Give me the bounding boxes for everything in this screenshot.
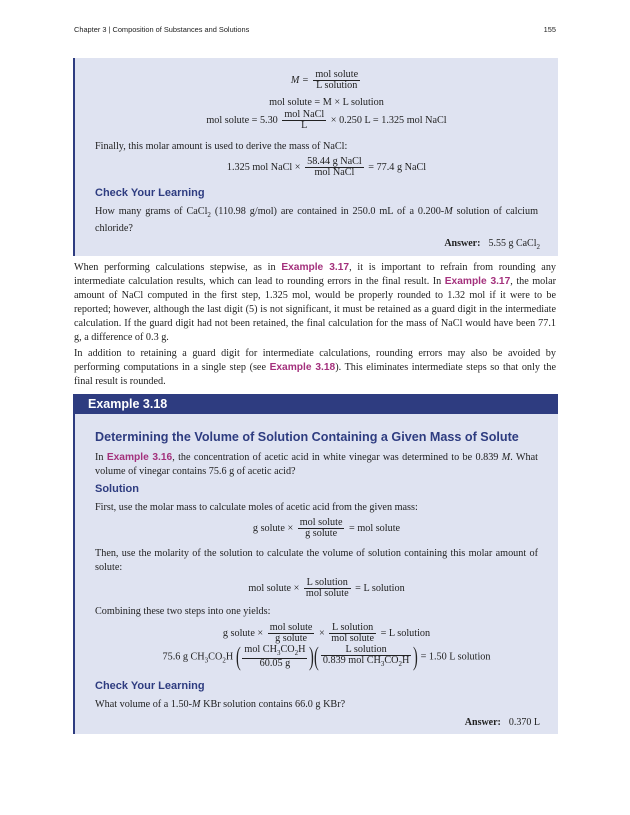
mol-nacl-equation: mol solute = 5.30 $\frac{\text{mol NaCl}}{L}$ × 0.250 L = 1.325 mol NaCl	[206, 109, 447, 131]
check-your-learning-heading-2: Check Your Learning	[95, 680, 205, 692]
combined-equation: g solute × $\frac{\text{mol solute}}{\text{g solute}}$ × $\frac{\text{L solution}}{\text{mol solute}}$ = L solution	[222, 622, 431, 644]
step-2-equation: mol solute × $\frac{\text{L solution}}{\text{mol solute}}$ = L solution	[248, 577, 405, 599]
rounding-paragraph: In addition to retaining a guard digit for intermediate calculations, rounding errors may also be avoided by performing computations in a single step (see Example 3.18). This eliminates intermediate steps so that only the final result is rounded.	[74, 348, 556, 387]
step-1-equation: g solute × $\frac{\text{mol solute}}{\text{g solute}}$ = mol solute	[252, 517, 401, 539]
guard-digit-paragraph: When performing calculations stepwise, as in Example 3.17, it is important to refrain from rounding any intermediate calculation results, which can lead to rounding errors in the final result. In Example 3.17, the molar amount of NaCl computed in the first step, 1.325 mol, would be properly rounded to 1.32 mol if it were to be reported; however, although the last digit (5) is not significant, it must be retained as a guard digit in the intermediate calculation. If the guard digit had not been retained, the final calculation for the mass of NaCl would have been 77.1 g, a difference of 0.3 g.	[74, 262, 557, 343]
mol-solute-equation: mol solute = M × L solution	[269, 97, 384, 108]
example-3-17-link[interactable]: Example 3.17	[281, 262, 350, 273]
finally-text: Finally, this molar amount is used to derive the mass of NaCl:	[95, 141, 348, 152]
example-3-16-link[interactable]: Example 3.16	[106, 452, 173, 463]
example-title: Determining the Volume of Solution Containing a Given Mass of Solute	[95, 430, 519, 444]
mass-nacl-equation: 1.325 mol NaCl × $\frac{\text{58.44 g NaCl}}{\text{mol NaCl}}$ = 77.4 g NaCl	[226, 156, 427, 178]
example-3-17-continuation	[73, 58, 558, 256]
step-2-text: Then, use the molarity of the solution to calculate the volume of solution containing this molar amount of solute:	[95, 548, 538, 573]
page-number: 155	[543, 25, 556, 34]
numeric-equation: 75.6 g $CH_3CO_2H$ ( $\frac{mol CH_3CO_2H}{60.05 g}$ )( $\frac{\text{L solution}}{0.839 mol CH_3CO_2H}$ ) = 1.50 L solution	[162, 642, 491, 672]
check-question: How many grams of CaCl$_2$ (110.98 g/mol) are contained in 250.0 mL of a 0.200-M solution of calcium chloride?	[95, 206, 538, 235]
step-1-text: First, use the molar mass to calculate moles of acetic acid from the given mass:	[95, 502, 418, 513]
molarity-equation: M = $\frac{\text{mol solute}}{\text{L solution}}$	[290, 69, 359, 91]
example-label: Example 3.18	[75, 394, 558, 414]
example-3-18-link[interactable]: Example 3.18	[269, 362, 336, 373]
check-your-learning-heading: Check Your Learning	[95, 187, 205, 199]
example-intro: In Example 3.16, the concentration of acetic acid in white vinegar was determined to be 0.839 M. What volume of vinegar contains 75.6 g of acetic acid?	[95, 452, 538, 477]
check-question-2: What volume of a 1.50-M KBr solution contains 66.0 g KBr?	[95, 699, 346, 710]
answer-2: Answer: 0.370 L	[464, 717, 540, 728]
example-3-18-box	[73, 394, 558, 734]
answer: Answer: 5.55 g CaCl$_2$	[444, 238, 540, 251]
running-header: Chapter 3 | Composition of Substances and Solutions	[74, 25, 250, 34]
solution-heading: Solution	[95, 483, 139, 495]
example-3-17-link-2[interactable]: Example 3.17	[444, 276, 511, 287]
step-3-text: Combining these two steps into one yields:	[95, 606, 271, 617]
